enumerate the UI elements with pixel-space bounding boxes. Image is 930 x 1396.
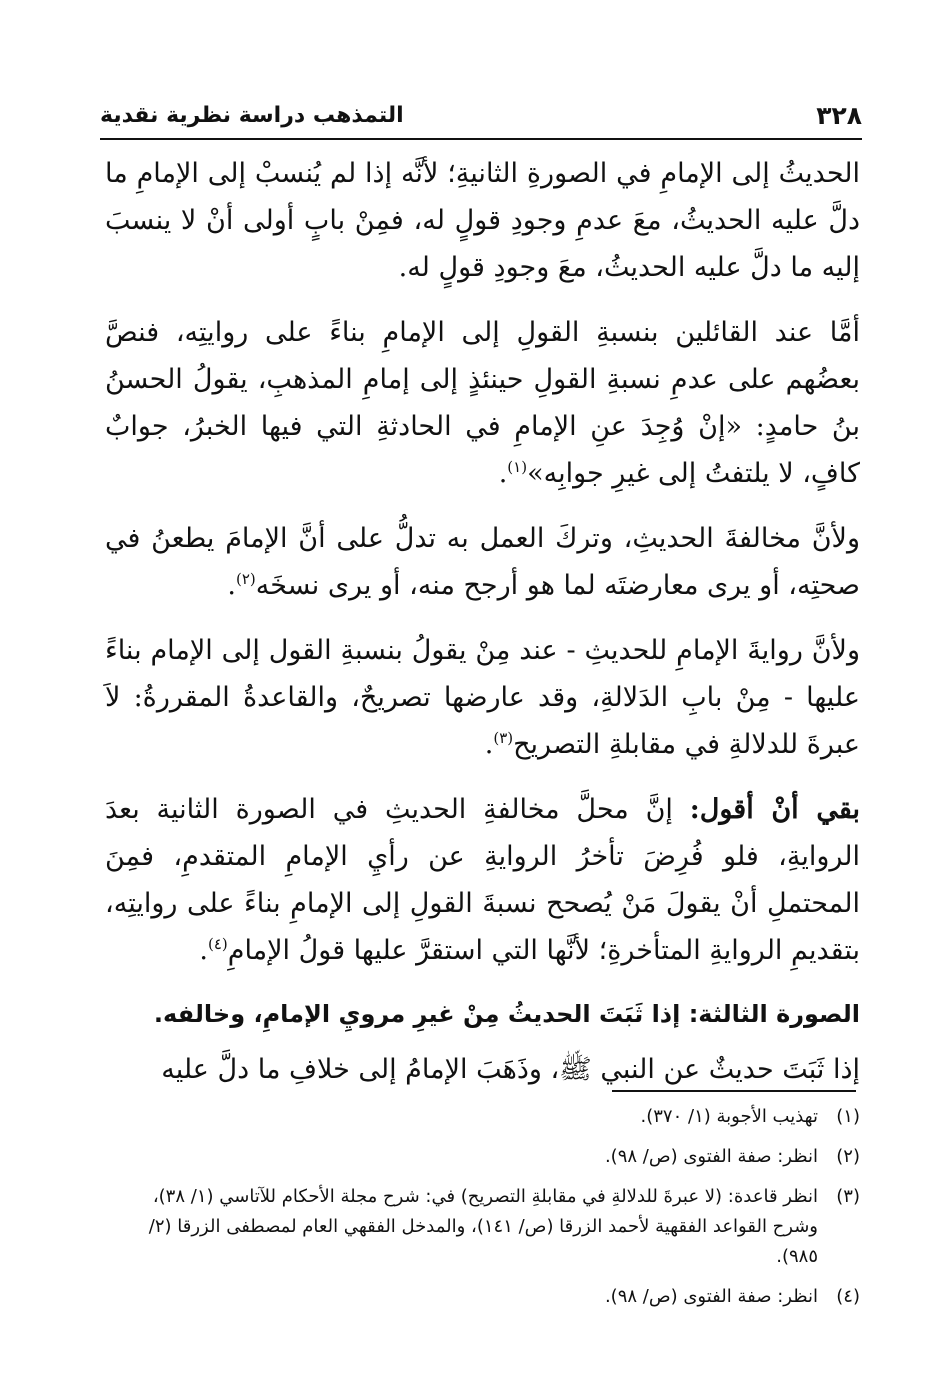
paragraph-6: إذا ثَبَتَ حديثٌ عن النبي ﷺ، وذَهَبَ الإمامُ إلى خلافِ ما دلَّ عليه <box>161 1054 860 1085</box>
footnote-divider <box>612 1090 856 1092</box>
page-header <box>100 92 862 140</box>
footnote-ref-1: (١) <box>507 458 528 476</box>
paragraph-3: ولأنَّ مخالفةَ الحديثِ، وتركَ العمل به تدلُّ على أنَّ الإمامَ يطعنُ في صحتِه، أو يرى معارضتَه لما هو أرجح منه، أو يرى نسخَه$^{(٢)}$. <box>105 523 860 601</box>
footnote-item <box>105 1102 860 1132</box>
paragraph-2: أمَّا عند القائلين بنسبةِ القولِ إلى الإمامِ بناءً على روايتِه، فنصَّ بعضُهم على عدمِ نسبةِ القولِ حينئذٍ إلى إمامِ المذهبِ، يقولُ الحسنُ بنُ حامدٍ: «إنْ وُجِدَ عنِ الإمامِ في الحادثةِ التي فيها الخبرُ، جوابٌ كافٍ، لا يلتفتُ إلى غيرِ جوابِه»$^{(١)}$. <box>105 317 860 489</box>
footnote-text: انظر قاعدة: (لا عبرةَ للدلالةِ في مقابلةِ التصريح) في: شرح مجلة الأحكام للآتاسي (١/ ٣٨)، وشرح القواعد الفقهية لأحمد الزرقا (ص/ ١٤١)، والمدخل الفقهي العام لمصطفى الزرقا (٢/ ٩٨٥). <box>148 1186 818 1267</box>
footnote-ref-4: (٤) <box>207 935 228 953</box>
footnote-number: (٤) <box>836 1286 860 1307</box>
paragraph-5: بقي أنْ أقول: إنَّ محلَّ مخالفةِ الحديثِ في الصورة الثانية بعدَ الروايةِ، فلو فُرِضَ تأخرُ الروايةِ عن رأيِ الإمامِ المتقدمِ، فمِنَ المحتملِ أنْ يقولَ مَنْ يُصحح نسبةَ القولِ إلى الإمامِ بناءً على روايتِه، بتقديمِ الروايةِ المتأخرةِ؛ لأنَّها التي استقرَّ عليها قولُ الإمامِ$^{(٤)}$. <box>105 794 861 966</box>
main-text <box>105 150 860 1111</box>
footnote-text: انظر: صفة الفتوى (ص/ ٩٨). <box>604 1146 818 1167</box>
paragraph-1: الحديثُ إلى الإمامِ في الصورةِ الثانيةِ؛ لأنَّه إذا لم يُنسبْ إلى الإمامِ ما دلَّ عليه الحديثُ، معَ عدمِ وجودِ قولٍ له، فمِنْ بابٍ أولى أنْ لا ينسبَ إليه ما دلَّ عليه الحديثُ، معَ وجودِ قولٍ له. <box>105 158 860 283</box>
footnote-number: (٣) <box>836 1186 860 1207</box>
section-heading: الصورة الثالثة: إذا ثَبَتَ الحديثُ مِنْ غيرِ مرويِ الإمامِ، وخالفه. <box>153 1000 860 1028</box>
footnote-text: انظر: صفة الفتوى (ص/ ٩٨). <box>604 1286 818 1307</box>
footnote-number: (١) <box>836 1106 860 1127</box>
footnote-item <box>105 1182 860 1272</box>
footnote-item <box>105 1282 860 1312</box>
paragraph-lead: بقي أنْ أقول: <box>689 794 861 825</box>
footnote-text: تهذيب الأجوبة (١/ ٣٧٠). <box>640 1106 818 1127</box>
footnote-ref-3: (٣) <box>493 729 514 747</box>
footnote-item <box>105 1142 860 1172</box>
running-title: التمذهب دراسة نظرية نقدية <box>100 102 404 128</box>
page-number: ٣٢٨ <box>816 100 862 130</box>
footnotes <box>105 1102 860 1322</box>
paragraph-4: ولأنَّ روايةَ الإمامِ للحديثِ - عند مِنْ يقولُ بنسبةِ القول إلى الإمام بناءً عليها - مِنْ بابِ الدَلالةِ، وقد عارضها تصريحٌ، والقاعدةُ المقررةُ: لاَ عبرةَ للدلالةِ في مقابلةِ التصريح$^{(٣)}$. <box>105 635 860 760</box>
footnote-ref-2: (٢) <box>236 570 256 588</box>
footnote-number: (٢) <box>836 1146 860 1167</box>
